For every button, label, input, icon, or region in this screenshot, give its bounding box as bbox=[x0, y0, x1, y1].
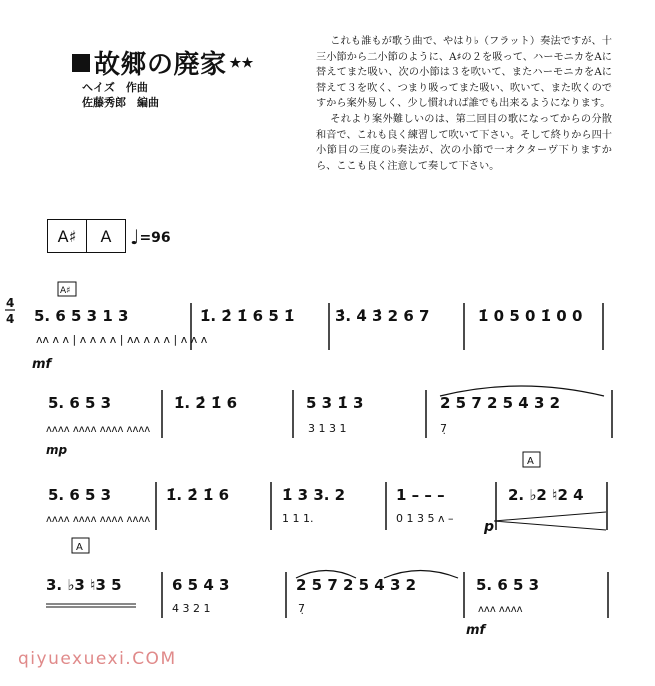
line2-accompaniment-b: 3 1 3 1 bbox=[308, 422, 347, 435]
difficulty-stars: ★★ bbox=[229, 56, 254, 71]
dynamic-mf: mf bbox=[32, 357, 52, 372]
arranger-credit: 佐藤秀郎 編曲 bbox=[82, 96, 159, 109]
line2-accompaniment-a: ʌʌʌʌ ʌʌʌʌ ʌʌʌʌ ʌʌʌʌ bbox=[46, 424, 151, 435]
line3-accompaniment-a: ʌʌʌʌ ʌʌʌʌ ʌʌʌʌ ʌʌʌʌ bbox=[46, 514, 151, 525]
dynamic-mp: mp bbox=[46, 443, 68, 457]
line1-measure2: 1̇. 2̇ 1̇ 6 5 1̇ bbox=[200, 307, 295, 325]
line3-measure1: 5. 6 5 3 bbox=[48, 486, 112, 504]
line4-measure3: 2 5 7 2 5 4 3 2 bbox=[296, 576, 417, 594]
marker-a-sharp: A♯ bbox=[60, 286, 71, 296]
marker-a: A bbox=[76, 542, 83, 553]
line1-measure3: 3̇. 4̇ 3̇ 2 6 7 bbox=[335, 307, 430, 325]
key-a-sharp: A♯ bbox=[48, 220, 87, 252]
time-sig-bottom: 4 bbox=[6, 312, 15, 326]
line3-measure2: 1̇. 2̇ 1̇ 6 bbox=[166, 486, 230, 504]
line4-measure1: 3. ♭3 ♮3 5 bbox=[46, 576, 122, 594]
line4-measure2: 6 5 4 3 bbox=[172, 576, 230, 594]
line3-accompaniment-c: 0 1 3 5 ʌ – bbox=[396, 512, 454, 525]
dynamic-mf: mf bbox=[466, 623, 486, 638]
quarter-note-icon: ♩ bbox=[130, 225, 140, 249]
line4-measure4: 5. 6 5 3 bbox=[476, 576, 540, 594]
key-a: A bbox=[100, 226, 112, 246]
line3-measure4: 1 – – – bbox=[396, 486, 445, 504]
tempo-value: =96 bbox=[139, 230, 171, 246]
description-paragraph: それより案外難しいのは、第二回目の歌になってからの分散和音で、これも良く練習して吹いて下さい。そして終りから四十小節目の三度の♭奏法が、次の小節で一オクターヴ下りますから、ここも良く注意して奏して下さい。 bbox=[316, 113, 612, 172]
line1-measure1: 5. 6 5 3 1 3 bbox=[34, 307, 129, 325]
line2-measure3: 5 3 1̇ 3 bbox=[306, 394, 364, 412]
description-paragraph: これも誰もが歌う曲で、やはり♭（フラット）奏法ですが、十三小節から二小節のように、A♯の２を吸って、ハーモニカをAに替えてまた吸い、次の小節は３を吹いて、またハーモニカをAに替えて３を吹く、つまり吸ってまた吸い、吹いて、また吹くのですから案外易しく、少し慣れれば誰でも出来るようになります。 bbox=[316, 36, 612, 110]
composer-credit: ヘイズ 作曲 bbox=[82, 81, 148, 94]
line2-accompaniment-c: 7̣ bbox=[440, 422, 447, 435]
line1-measure4: 1̇ 0 5 0 1̇ 0 0 bbox=[478, 307, 583, 325]
time-sig-top: 4 bbox=[6, 296, 15, 310]
title-text: 故郷の廃家 bbox=[94, 50, 227, 80]
line3-measure5: 2. ♭2 ♮2 4 bbox=[508, 486, 584, 504]
marker-a: A bbox=[527, 456, 534, 467]
line3-measure3: 1̇ 3 3. 2 bbox=[282, 486, 346, 504]
line2-measure2: 1̇. 2̇ 1̇ 6 bbox=[174, 394, 238, 412]
line2-measure1: 5. 6 5 3 bbox=[48, 394, 112, 412]
line3-accompaniment-b: 1 1 1. bbox=[282, 512, 314, 525]
line4-accompaniment-b: 7̣ bbox=[298, 602, 305, 615]
line4-accompaniment-c: ʌʌʌ ʌʌʌʌ bbox=[478, 604, 523, 615]
line2-measure4: 2 5 7 2 5 4 3 2 bbox=[440, 394, 561, 412]
line1-accompaniment: ʌʌ ʌ ʌ | ʌ ʌ ʌ ʌ | ʌʌ ʌ ʌ ʌ | ʌ ʌ ʌ bbox=[36, 333, 208, 346]
line4-accompaniment-a: 4 3 2 1 bbox=[172, 602, 211, 615]
dynamic-p: p bbox=[484, 519, 495, 535]
watermark: qiyuexuexi.COM bbox=[18, 649, 177, 669]
